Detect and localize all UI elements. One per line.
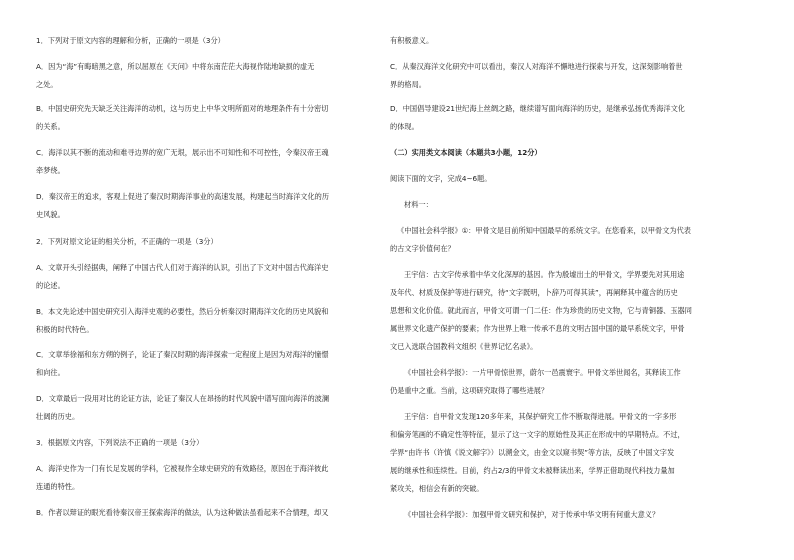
q1-option-b-line1: B．中国史研究先天缺乏关注海洋的动机，这与历史上中华文明所面对的地理条件有十分密切 (36, 104, 329, 113)
p4-line2: 和偏旁笔画的不确定性等特征，显示了这一文字的原始性及其正在形成中的早期特点。不过， (390, 430, 685, 439)
q1-option-b-line2: 的关系。 (36, 122, 65, 131)
q2-stem: 2．下列对原文论证的相关分析，不正确的一项是（3分） (36, 237, 218, 246)
p4-line1: 王宇信：自甲骨文发现120多年来，其保护研究工作不断取得进展。甲骨文的一字多形 (404, 412, 677, 421)
p5-line1: 《中国社会科学报》：加强甲骨文研究和保护，对于传承中华文明有何重大意义？ (404, 510, 660, 519)
p3-line1: 《中国社会科学报》：一片甲骨惊世界，蔚尔一邑震寰宇。甲骨文举世闻名，其释读工作 (404, 368, 681, 377)
section-heading: （二）实用类文本阅读（本题共3小题，12分） (390, 148, 542, 157)
p2-line5: 文已入选联合国教科文组织《世界记忆名录》。 (390, 342, 538, 351)
q3-option-a-line2: 连通的特性。 (36, 482, 80, 491)
q2-option-a-line2: 的论述。 (36, 281, 65, 290)
q3-option-b-line1: B．作者以辩证的眼光看待秦汉帝王探索海洋的做法，认为这种做法虽看起来不合情理，却又 (36, 508, 329, 517)
q2-option-c-line2: 和向往。 (36, 368, 65, 377)
q2-option-a-line1: A．文章开头引经据典，阐释了中国古代人们对于海洋的认识，引出了下文对中国古代海洋史 (36, 263, 329, 272)
p1-line1: 《中国社会科学报》①：甲骨文是目前所知中国最早的系统文字。在您看来，以甲骨文为代表 (397, 226, 691, 235)
q1-option-d-line2: 史风貌。 (36, 210, 65, 219)
q2-option-d-line1: D．文章最后一段用对比的论证方法，论证了秦汉人在昂扬的时代风貌中谱写面向海洋的波澜 (36, 394, 330, 403)
p2-line2: 及年代、材质及保护等进行研究，待“文字既明，卜辞乃可得其读”，再阐释其中蕴含的历史 (390, 288, 678, 297)
q1-option-a-line2: 之处。 (36, 80, 58, 89)
p2-line3: 思想和文化价值。就此而言，甲骨文可谓一门二任：作为珍贵的历史文物，它与青铜器、玉器同 (390, 306, 692, 315)
q2-option-c-line1: C．文章举徐福和东方朔的例子，论证了秦汉时期的海洋探索一定程度上是因为对海洋的憧憬 (36, 350, 329, 359)
q3-option-c-line1: C．从秦汉海洋文化研究中可以看出，秦汉人对海洋不懈地进行探索与开发，这深刻影响着世 (390, 62, 683, 71)
q3-stem: 3．根据原文内容，下列说法不正确的一项是（3分） (36, 438, 204, 447)
q2-option-d-line2: 壮阔的历史。 (36, 412, 80, 421)
q1-option-c-line1: C．海洋以其不断的流动和难寻边界的宽广无垠，展示出不可知性和不可控性，令秦汉帝王魂 (36, 148, 329, 157)
p4-line3: 学界“由许书（许慎《说文解字》）以溯金文，由金文以窥书契”等方法，反映了中国文字发 (390, 448, 675, 457)
q3-option-b-cont: 有积极意义。 (390, 36, 434, 45)
q3-option-c-line2: 界的格局。 (390, 80, 426, 89)
q1-option-c-line2: 牵梦绕。 (36, 166, 65, 175)
q3-option-d-line1: D．中国倡导建设21世纪海上丝绸之路，继续谱写面向海洋的历史，是继承弘扬优秀海洋文化 (390, 104, 685, 113)
q1-option-d-line1: D．秦汉帝王的追求，客观上促进了秦汉时期海洋事业的高速发展，构建起当时海洋文化的历 (36, 192, 330, 201)
p1-line2: 的古文字价值何在？ (390, 244, 455, 253)
reading-instruction: 阅读下面的文字，完成4~6题。 (390, 174, 492, 183)
q2-option-b-line1: B．本文先论述中国史研究引入海洋史观的必要性，然后分析秦汉时期海洋文化的历史风貌和 (36, 307, 329, 316)
q2-option-b-line2: 积极的时代特色。 (36, 325, 94, 334)
q1-stem: 1．下列对于原文内容的理解和分析，正确的一项是（3分） (36, 36, 225, 45)
p2-line4: 属世界文化遗产保护的要素；作为世界上唯一传承不息的文明古国中国的最早系统文字，甲骨 (390, 324, 685, 333)
q1-option-a-line1: A．因为“海”有晦暗黑之意，所以屈原在《天问》中将东南茫茫大海视作陆地缺损的虚无 (36, 62, 315, 71)
p3-line2: 仍是重中之重。当前，这项研究取得了哪些进展？ (390, 386, 549, 395)
p4-line4: 展的继承性和连续性。目前，约占2/3的甲骨文未被释读出来，学界正借助现代科技力量加 (390, 466, 675, 475)
p4-line5: 紧攻关，相信会有新的突破。 (390, 484, 484, 493)
q3-option-d-line2: 的体现。 (390, 122, 419, 131)
p2-line1: 王宇信：古文字传承着中华文化深厚的基因。作为殷墟出土的甲骨文，学界要先对其用途 (404, 270, 685, 279)
material-label: 材料一： (404, 200, 433, 209)
q3-option-a-line1: A．海洋史作为一门有长足发展的学科，它被视作全球史研究的有效路径，原因在于海洋彼此 (36, 464, 329, 473)
